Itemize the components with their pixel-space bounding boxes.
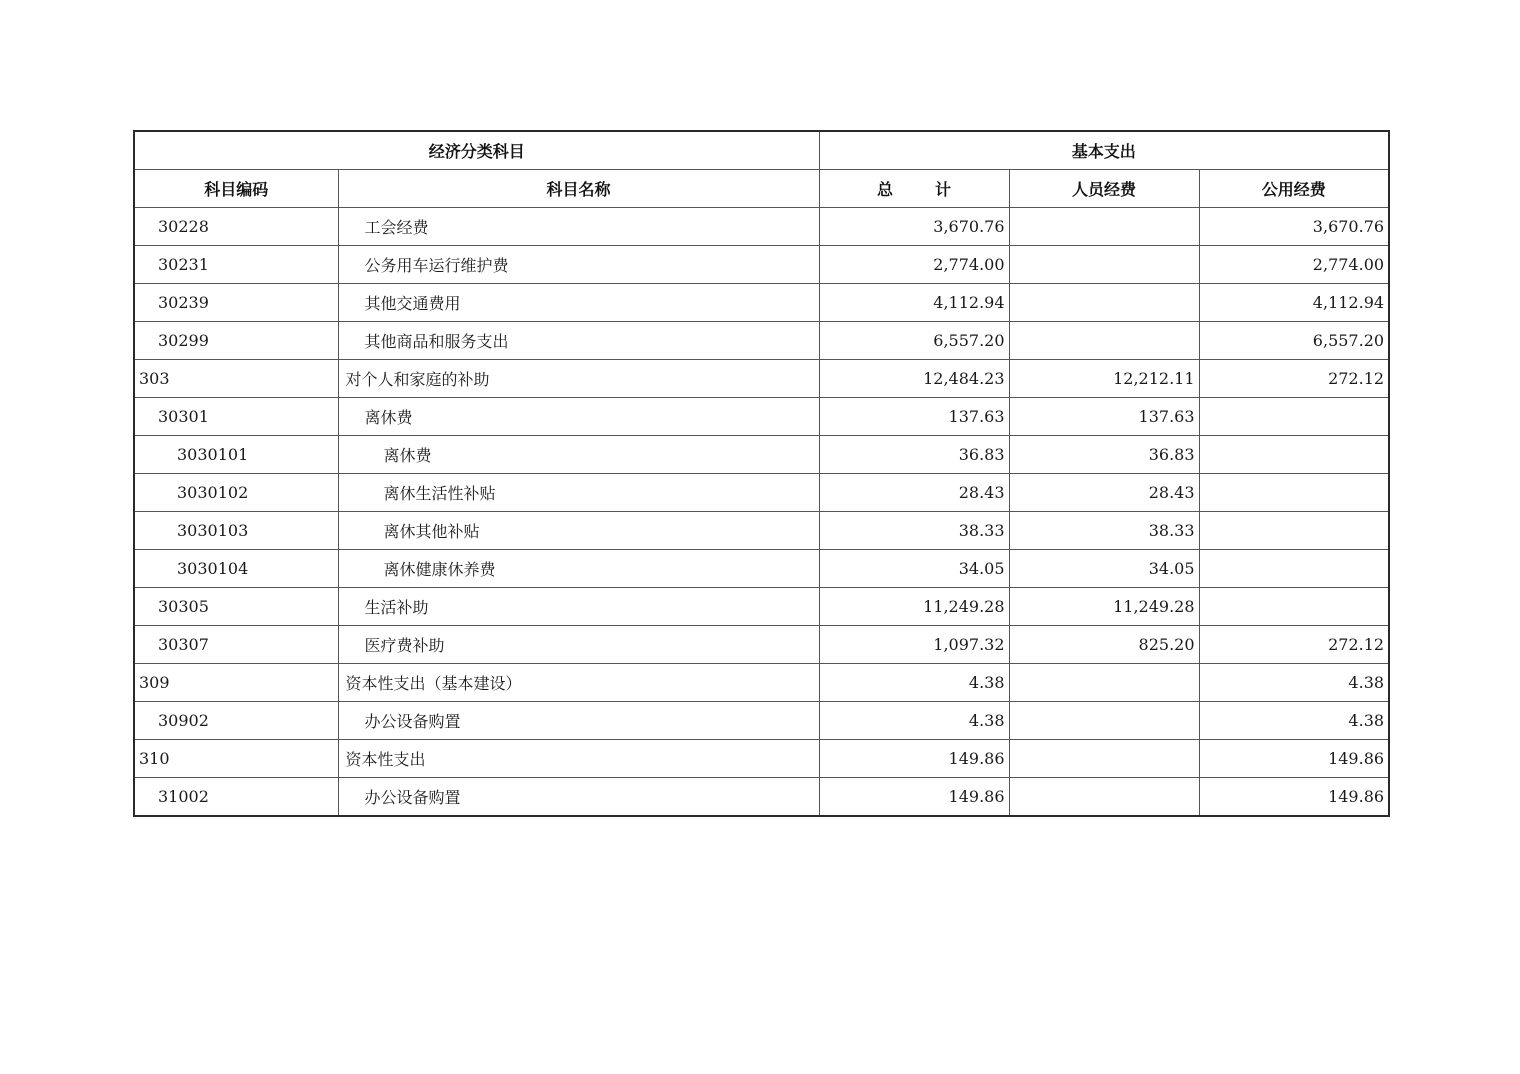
expenditure-table-sheet (133, 130, 1388, 817)
public-expense-cell (1199, 588, 1389, 626)
header-personnel-expense: 人员经费 (1009, 170, 1199, 208)
expenditure-table (133, 130, 1390, 817)
personnel-expense-cell (1009, 284, 1199, 322)
table-row (134, 512, 1389, 550)
personnel-expense-cell: 38.33 (1009, 512, 1199, 550)
subject-code-cell: 30305 (134, 588, 338, 626)
subject-name-cell: 工会经费 (338, 208, 819, 246)
total-cell: 6,557.20 (819, 322, 1009, 360)
personnel-expense-cell: 11,249.28 (1009, 588, 1199, 626)
subject-name-cell: 离休费 (338, 398, 819, 436)
total-cell: 2,774.00 (819, 246, 1009, 284)
table-row (134, 740, 1389, 778)
total-cell: 38.33 (819, 512, 1009, 550)
subject-code-cell: 30239 (134, 284, 338, 322)
total-cell: 34.05 (819, 550, 1009, 588)
subject-code-cell: 3030101 (134, 436, 338, 474)
subject-name-cell: 其他交通费用 (338, 284, 819, 322)
public-expense-cell: 4,112.94 (1199, 284, 1389, 322)
public-expense-cell: 4.38 (1199, 702, 1389, 740)
subject-name-cell: 生活补助 (338, 588, 819, 626)
subject-name-cell: 离休其他补贴 (338, 512, 819, 550)
subject-name-cell: 医疗费补助 (338, 626, 819, 664)
total-cell: 36.83 (819, 436, 1009, 474)
public-expense-cell: 4.38 (1199, 664, 1389, 702)
header-column-row (134, 170, 1389, 208)
personnel-expense-cell (1009, 208, 1199, 246)
subject-code-cell: 30301 (134, 398, 338, 436)
table-row (134, 360, 1389, 398)
total-cell: 1,097.32 (819, 626, 1009, 664)
subject-code-cell: 3030104 (134, 550, 338, 588)
header-subject-name: 科目名称 (338, 170, 819, 208)
total-cell: 12,484.23 (819, 360, 1009, 398)
public-expense-cell: 272.12 (1199, 626, 1389, 664)
total-cell: 11,249.28 (819, 588, 1009, 626)
personnel-expense-cell (1009, 322, 1199, 360)
table-row (134, 664, 1389, 702)
public-expense-cell: 3,670.76 (1199, 208, 1389, 246)
total-cell: 4.38 (819, 664, 1009, 702)
total-cell: 28.43 (819, 474, 1009, 512)
header-total-char-2: 计 (935, 180, 952, 199)
public-expense-cell: 149.86 (1199, 740, 1389, 778)
personnel-expense-cell: 12,212.11 (1009, 360, 1199, 398)
total-cell: 4,112.94 (819, 284, 1009, 322)
table-row (134, 550, 1389, 588)
table-row (134, 702, 1389, 740)
subject-code-cell: 30231 (134, 246, 338, 284)
subject-name-cell: 对个人和家庭的补助 (338, 360, 819, 398)
personnel-expense-cell (1009, 246, 1199, 284)
table-row (134, 436, 1389, 474)
total-cell: 149.86 (819, 740, 1009, 778)
subject-name-cell: 离休费 (338, 436, 819, 474)
public-expense-cell (1199, 550, 1389, 588)
subject-code-cell: 31002 (134, 778, 338, 817)
personnel-expense-cell: 36.83 (1009, 436, 1199, 474)
subject-code-cell: 309 (134, 664, 338, 702)
subject-name-cell: 办公设备购置 (338, 778, 819, 817)
table-body (134, 208, 1389, 817)
header-total (819, 170, 1009, 208)
public-expense-cell (1199, 436, 1389, 474)
subject-name-cell: 离休生活性补贴 (338, 474, 819, 512)
subject-code-cell: 303 (134, 360, 338, 398)
public-expense-cell: 149.86 (1199, 778, 1389, 817)
table-row (134, 778, 1389, 817)
personnel-expense-cell: 34.05 (1009, 550, 1199, 588)
public-expense-cell: 2,774.00 (1199, 246, 1389, 284)
subject-name-cell: 资本性支出（基本建设） (338, 664, 819, 702)
public-expense-cell: 6,557.20 (1199, 322, 1389, 360)
subject-code-cell: 310 (134, 740, 338, 778)
personnel-expense-cell (1009, 778, 1199, 817)
table-row (134, 626, 1389, 664)
subject-code-cell: 30307 (134, 626, 338, 664)
subject-name-cell: 资本性支出 (338, 740, 819, 778)
subject-code-cell: 3030103 (134, 512, 338, 550)
table-row (134, 284, 1389, 322)
header-total-char-1: 总 (877, 180, 894, 199)
table-row (134, 322, 1389, 360)
subject-name-cell: 其他商品和服务支出 (338, 322, 819, 360)
subject-name-cell: 离休健康休养费 (338, 550, 819, 588)
public-expense-cell (1199, 512, 1389, 550)
header-group-row (134, 131, 1389, 170)
personnel-expense-cell (1009, 740, 1199, 778)
public-expense-cell (1199, 398, 1389, 436)
subject-code-cell: 30902 (134, 702, 338, 740)
subject-code-cell: 3030102 (134, 474, 338, 512)
subject-name-cell: 办公设备购置 (338, 702, 819, 740)
subject-code-cell: 30299 (134, 322, 338, 360)
public-expense-cell (1199, 474, 1389, 512)
header-economic-classification: 经济分类科目 (134, 131, 819, 170)
table-row (134, 398, 1389, 436)
public-expense-cell: 272.12 (1199, 360, 1389, 398)
total-cell: 4.38 (819, 702, 1009, 740)
table-row (134, 588, 1389, 626)
header-basic-expenditure: 基本支出 (819, 131, 1389, 170)
header-public-expense: 公用经费 (1199, 170, 1389, 208)
personnel-expense-cell (1009, 702, 1199, 740)
table-row (134, 246, 1389, 284)
personnel-expense-cell: 825.20 (1009, 626, 1199, 664)
table-row (134, 474, 1389, 512)
personnel-expense-cell: 137.63 (1009, 398, 1199, 436)
table-header (134, 131, 1389, 208)
table-row (134, 208, 1389, 246)
header-subject-code: 科目编码 (134, 170, 338, 208)
personnel-expense-cell: 28.43 (1009, 474, 1199, 512)
subject-code-cell: 30228 (134, 208, 338, 246)
personnel-expense-cell (1009, 664, 1199, 702)
subject-name-cell: 公务用车运行维护费 (338, 246, 819, 284)
total-cell: 137.63 (819, 398, 1009, 436)
total-cell: 149.86 (819, 778, 1009, 817)
total-cell: 3,670.76 (819, 208, 1009, 246)
